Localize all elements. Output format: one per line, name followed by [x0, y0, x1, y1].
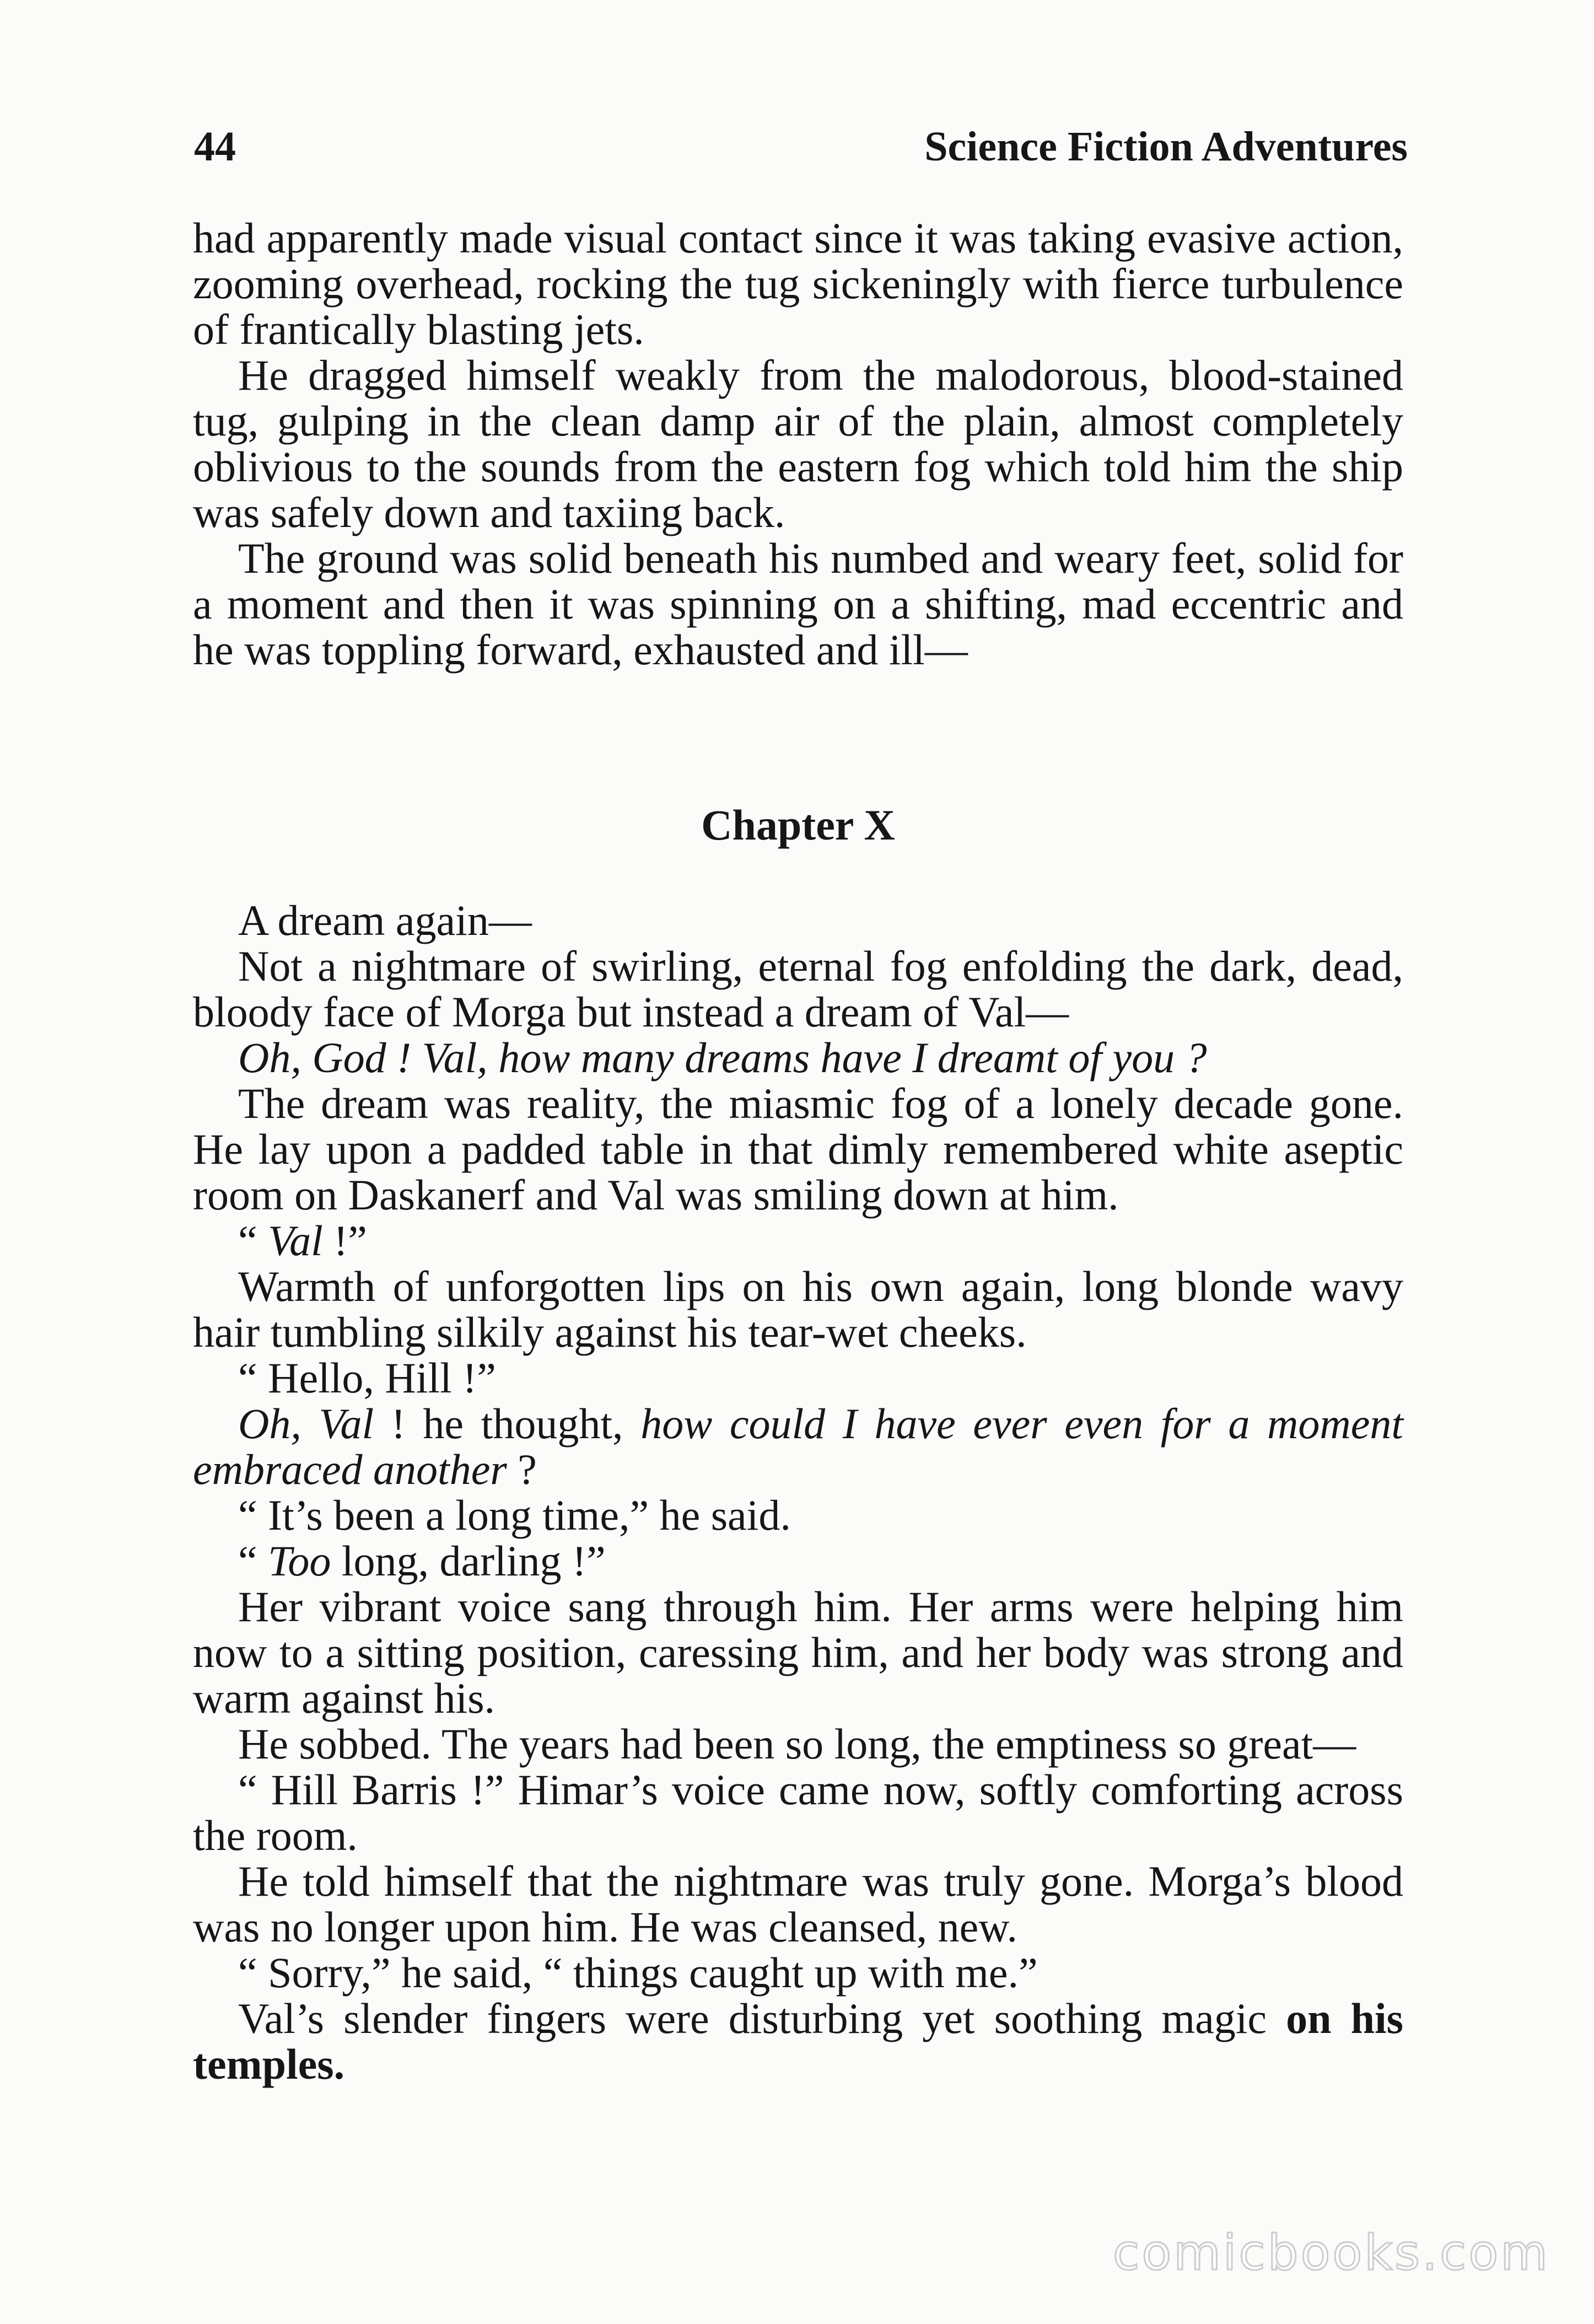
paragraph: Warmth of unforgotten lips on his own again, long blonde wavy hair tumbling silkily against his tear-wet cheeks. [193, 1262, 1403, 1356]
paragraph: The ground was solid beneath his numbed and weary feet, solid for a moment and then it was spinning on a shifting, mad eccentric and he was toppling forward, exhausted and ill— [193, 534, 1403, 674]
narration: ! he thought, [374, 1400, 641, 1448]
paragraph: He dragged himself weakly from the malodorous, blood-stained tug, gulping in the clean damp air of the plain, almost completely oblivious to the sounds from the eastern fog which told him the ship was safely down and taxiing back. [193, 351, 1403, 536]
top-text-block [193, 215, 1403, 673]
paragraph: He sobbed. The years had been so long, the emptiness so great— [238, 1720, 1356, 1768]
watermark-logo: comicbooks.com [1112, 2224, 1550, 2281]
paragraph-continued: had apparently made visual contact since it was taking evasive action, zooming overhead, rocking the tug sickeningly with fierce turbulence of frantically blasting jets. [193, 214, 1403, 353]
dialogue-rest: long, darling !” [331, 1537, 606, 1585]
chapter-text-block [193, 897, 1403, 2087]
punctuation: ? [507, 1445, 537, 1493]
paragraph: The dream was reality, the miasmic fog of a lonely decade gone. He lay upon a padded table in that dimly remembered white aseptic room on Daskanerf and Val was smiling down at him. [193, 1079, 1403, 1219]
dialogue-line [193, 1218, 1403, 1263]
quote-open: “ [238, 1217, 268, 1265]
quote-open: “ [238, 1537, 268, 1585]
italic-thought: how could I have ever even for a moment embraced another [193, 1400, 1403, 1493]
paragraph-mixed [193, 1401, 1403, 1492]
dialogue-line: “ Sorry,” he said, “ things caught up with me.” [238, 1949, 1038, 1997]
paragraph [193, 1995, 1403, 2087]
paragraph: He told himself that the nightmare was truly gone. Morga’s blood was no longer upon him. He was cleansed, new. [193, 1857, 1403, 1951]
paragraph: “ Hill Barris !” Himar’s voice came now, softly comforting across the room. [193, 1766, 1403, 1859]
running-title: Science Fiction Adventures [924, 123, 1408, 170]
quote-close: !” [322, 1217, 367, 1265]
paragraph: A dream again— [238, 896, 532, 944]
italic-thought: Oh, Val [238, 1400, 374, 1448]
italic-word: Too [268, 1537, 331, 1585]
dialogue-line: “ It’s been a long time,” he said. [238, 1491, 791, 1539]
page-number: 44 [194, 123, 236, 170]
dialogue-line: “ Hello, Hill !” [238, 1354, 496, 1402]
chapter-heading: Chapter X [701, 801, 895, 849]
paragraph-italic [193, 1035, 1403, 1080]
paragraph: Her vibrant voice sang through him. Her arms were helping him now to a sitting position, caressing him, and her body was strong and warm against his. [193, 1583, 1403, 1722]
dialogue-line [193, 1538, 1403, 1584]
italic-name: Val [268, 1217, 323, 1265]
italic-thought: Oh, God ! Val, how many dreams have I dreamt of you ? [238, 1034, 1207, 1082]
paragraph: Not a nightmare of swirling, eternal fog enfolding the dark, dead, bloody face of Morga but instead a dream of Val— [193, 942, 1403, 1036]
paragraph-final-line: on his temples. [193, 1994, 1403, 2088]
paragraph-line: Val’s slender fingers were disturbing yet soothing magic [238, 1994, 1286, 2042]
